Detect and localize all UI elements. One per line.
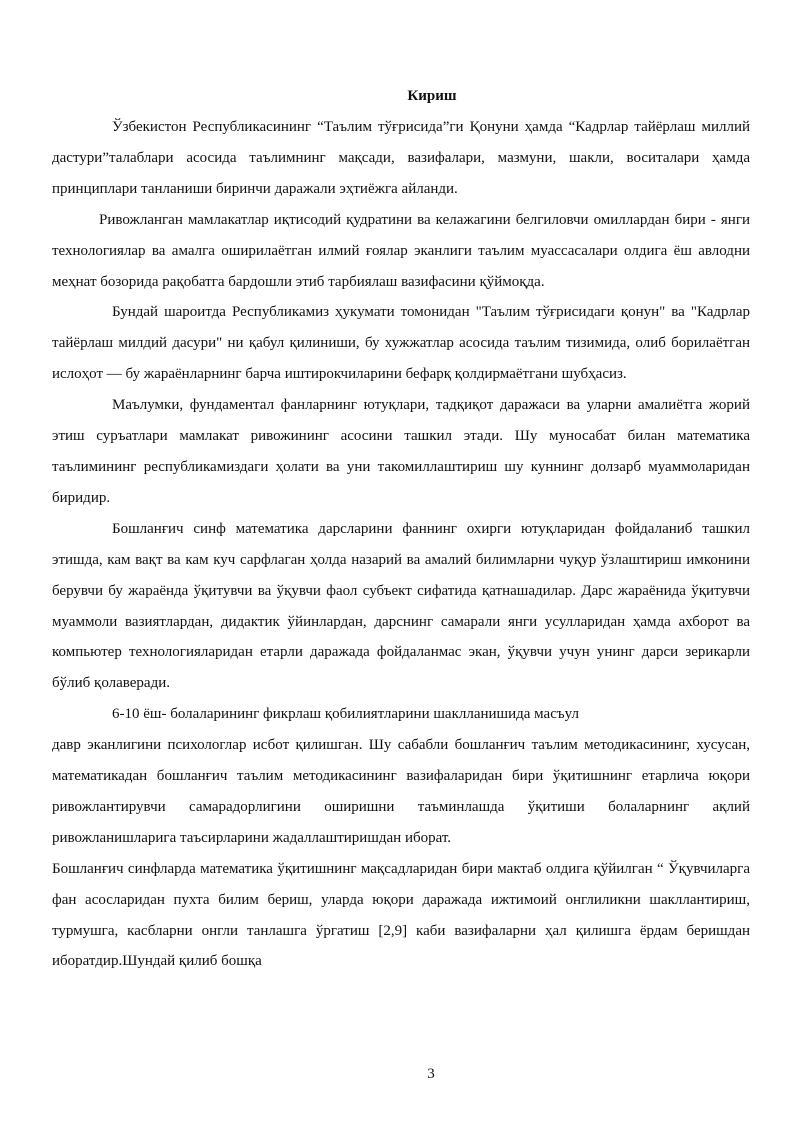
page-number: 3 [427,1066,435,1082]
paragraph-8: Бошланғич синфларда математика ўқитишнинг мақсадларидан бири мактаб олдига қўйилган “ Ўқувчиларга фан асосларидан пухта билим бериш, уларда юқори даражада ижтимоий онглиликни шакллантириш, турмушга, касбларни онгли танлашга ўргатиш [2,9] каби вазифаларни ҳал қилишга ёрдам беришдан иборатдир.Шундай қилиб бошқа [52,860,750,970]
paragraph-6: 6-10 ёш- болаларининг фикрлаш қобилиятларини шаклланишида масъул [112,706,579,723]
paragraph-1: Ўзбекистон Республикасининг “Таълим тўғрисида”ги Қонуни ҳамда “Кадрлар тайёрлаш миллий дастури”талаблари асосида таълимнинг мақсади, вазифалари, мазмуни, шакли, воситалари ҳамда принциплари танланиши биринчи даражали эҳтиёжга айланди. [52,119,750,197]
page-title: Кириш [407,88,457,104]
paragraph-5: Бошланғич синф математика дарсларини фаннинг охирги ютуқларидан фойдаланиб ташкил этишда, кам вақт ва кам куч сарфлаган ҳолда назарий ва амалий билимларни чуқур ўзлаштириш имконини берувчи бу жараёнда ўқитувчи ва ўқувчи фаол субъект сифатида қатнашадилар. Дарс жараёнида ўқитувчи муаммоли вазиятлардан, дидактик ўйинлардан, дарснинг самарали янги усулларидан ҳамда ахборот ва компьютер технологияларидан етарли даражада фойдаланмас экан, ўқувчи учун унинг дарси зерикарли бўлиб қолаверади. [52,520,750,692]
paragraph-3: Бундай шароитда Республикамиз ҳукумати томонидан "Таълим тўғрисидаги қонун" ва "Кадрлар тайёрлаш милдий дасури" ни қабул қилиниши, бу хужжатлар асосида таълим тизимида, олиб борилаётган ислоҳот — бу жараёнларнинг барча иштирокчиларини бефарқ қолдирмаётгани шубҳасиз. [52,304,750,383]
paragraph-2: Ривожланган мамлакатлар иқтисодий қудратини ва келажагини белгиловчи омиллардан бири - янги технологиялар ва амалга оширилаётган илмий ғоялар эканлиги таълим муассасалари олдига ёш авлодни меҳнат бозорида рақобатга бардошли этиб тарбиялаш вазифасини қўймоқда. [52,211,750,290]
paragraph-7: давр эканлигини психологлар исбот қилишган. Шу сабабли бошланғич таълим методикасининг, хусусан, математикадан бошланғич таълим методикасининг вазифаларидан бири ўқитишнинг етарлича юқори ривожлантирувчи самарадорлигини оширишни таъминлашда ўқитиши болаларнинг ақлий ривожланишларига таъсирларини жадаллаштиришдан иборат. [52,737,750,846]
paragraph-4: Маълумки, фундаментал фанларнинг ютуқлари, тадқиқот даражаси ва уларни амалиётга жорий этиш суръатлари мамлакат ривожининг асосини ташкил этади. Шу муносабат билан математика таълимининг республикамиздаги ҳолати ва уни такомиллаштириш шу куннинг долзарб муаммоларидан биридир. [52,397,750,506]
